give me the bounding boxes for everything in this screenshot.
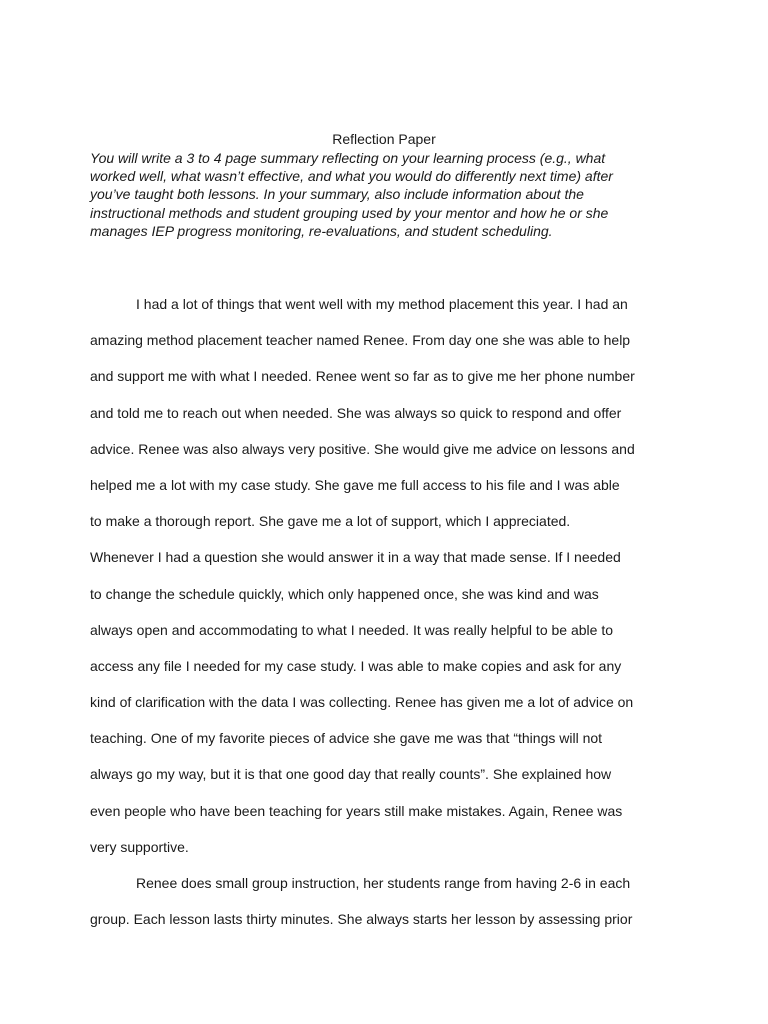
- paragraph-line: teaching. One of my favorite pieces of advice she gave me was that “things will not: [90, 730, 603, 747]
- paragraph-line: always open and accommodating to what I needed. It was really helpful to be able to: [90, 621, 613, 638]
- paragraph-line: amazing method placement teacher named Renee. From day one she was able to help: [90, 332, 631, 349]
- assignment-prompt: [90, 149, 690, 240]
- paragraph-line: to change the schedule quickly, which only happened once, she was kind and was: [90, 585, 599, 602]
- paragraph-line: I had a lot of things that went well with my method placement this year. I had an: [136, 296, 628, 312]
- paragraph-line: very supportive.: [90, 838, 189, 855]
- document-title: Reflection Paper: [332, 131, 436, 147]
- paragraph-line: group. Each lesson lasts thirty minutes. She always starts her lesson by assessing prior: [90, 911, 633, 928]
- prompt-line: worked well, what wasn’t effective, and what you would do differently next time) after: [90, 168, 613, 185]
- paragraph-line: access any file I needed for my case study. I was able to make copies and ask for any: [90, 657, 622, 674]
- paragraph-line: and told me to reach out when needed. She was always so quick to respond and offer: [90, 404, 622, 421]
- paragraph-line: to make a thorough report. She gave me a lot of support, which I appreciated.: [90, 513, 571, 530]
- prompt-line: manages IEP progress monitoring, re-evaluations, and student scheduling.: [90, 222, 553, 239]
- paragraph-line: helped me a lot with my case study. She gave me full access to his file and I was able: [90, 476, 620, 493]
- prompt-line: You will write a 3 to 4 page summary reflecting on your learning process (e.g., what: [90, 150, 606, 166]
- essay-body: [90, 286, 690, 937]
- paragraph-line: Whenever I had a question she would answer it in a way that made sense. If I needed: [90, 549, 621, 566]
- paragraph-line: even people who have been teaching for years still make mistakes. Again, Renee was: [90, 802, 623, 819]
- paragraph-line: always go my way, but it is that one good day that really counts”. She explained how: [90, 766, 612, 783]
- paragraph-line: Renee does small group instruction, her students range from having 2-6 in each: [136, 875, 631, 891]
- prompt-line: instructional methods and student grouping used by your mentor and how he or she: [90, 204, 609, 221]
- paragraph-line: advice. Renee was also always very positive. She would give me advice on lessons and: [90, 440, 635, 457]
- paragraph-line: kind of clarification with the data I was collecting. Renee has given me a lot of advice on: [90, 694, 634, 711]
- paragraph-line: and support me with what I needed. Renee went so far as to give me her phone number: [90, 368, 635, 385]
- prompt-line: you’ve taught both lessons. In your summary, also include information about the: [90, 186, 584, 203]
